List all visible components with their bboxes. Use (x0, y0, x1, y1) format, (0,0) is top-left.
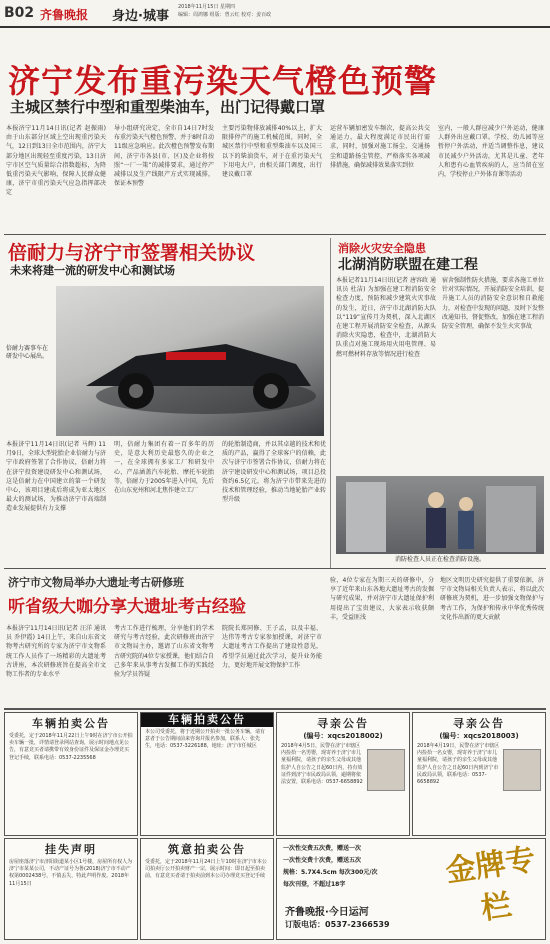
ad-auction-1: 车辆拍卖公告 受委托，定于2018年11月22日上午9时在济宁市公开拍卖车辆一批，详情请登录网站查询，展示时间地点见公告，有意竞买者请携带有效身份证件及保证金办理竞买登记手续，联系电话：0537-2235568 (4, 712, 138, 836)
brand-logo: 齐鲁晚报 (40, 8, 89, 22)
lead-col-4: 运营车辆加密发车频次，提高公共交通运力，最大程度满足市民出行需求，同时，加强对施工扬尘、交通扬尘和道路扬尘管控，严格落实各项减排措施，确保减排效果落实到位 (330, 125, 430, 169)
partner-col-3: 的轮胎制造商，并以其卓越的技术和优质的产品，赢得了全球客户的信赖，此次与济宁市签署合作协议，倍耐力将在济宁建设研发中心和测试场，项目总投资约6.5亿元，将为济宁市带来先进的技术和管理经验，推动当地轮胎产业转型升级 (222, 441, 326, 504)
culture-headline-top: 济宁市文物局举办大遗址考古研修班 (8, 576, 184, 589)
partner-col-2: 明，倍耐力集团有着一百多年的历史，是意大利历史最悠久的企业之一，在全球拥有多家工厂和研发中心，产品涵盖汽车轮胎、摩托车轮胎等，倍耐力于2005年进入中国，先后在山东兖州和河北焦作建立工厂 (114, 441, 214, 495)
ad-auction-2: 车辆拍卖公告 本公司受委托，将于近期公开拍卖一批公务车辆，请有意者于公告期间前来咨询并报名参加，联系人：张先生，电话：0537-3226188，地址：济宁市任城区 (140, 712, 274, 836)
divider (4, 568, 546, 569)
ad-loss-notice: 挂失声明 房屋座落济宁市济阳街道某小区1号楼，房屋所有权人为济宁市某某公司，不动产证号为鲁(2018)济宁市不动产权第0002438号，不慎丢失，特此声明作废。2018年11月15日 (4, 838, 138, 940)
partner-subhead: 未来将建一流的研发中心和测试场 (10, 264, 175, 277)
baby-photo (503, 749, 541, 791)
lead-headline: 济宁发布重污染天气橙色预警 (8, 62, 438, 100)
culture-col-1: 本报济宁11月14日讯(记者 汪洋 通讯员 乔伊霞) 14日上午，来自山东省文物考古研究所的专家为济宁市文物系统工作人员作了一场精彩的大遗址考古讲座，本次研修班旨在提高全市文物工作者的专业水平 (6, 625, 106, 679)
gold-column-logo: 金牌专栏 (443, 842, 538, 927)
promo-brand: 齐鲁晚报·今日运河 (285, 907, 369, 918)
ad-missing-person-1: 寻亲公告 (编号：xqcs2018002) 2018年4月5日，民警在济宁市辖区内捡拾一名男婴，现寄养于济宁市儿童福利院，请孩子的亲生父母或其他监护人自公告之日起60日内，持有效证件到济宁市民政局认领，逾期将依法安置，联系电话：0537-6658892 (276, 712, 410, 836)
baby-photo (367, 749, 405, 791)
lead-col-2: 导小组研究决定，全市自14日7时发布重污染天气橙色预警，并于8时自动11级应急响应。此次橙色预警发布期间，济宁市各县(市、区)及企业将按照“一厂一策”的减排要求，通过停产减排以及生产线限产方式实现减排，保证本预警 (114, 125, 214, 188)
culture-col-2: 考古工作进行梳理，分享他们的学术研究与考古经验，此次研修班由济宁市文物局主办，邀请了山东省文物考古研究院的4位专家授课，他们结合自己多年来从事考古发掘工作的实践经验为学员答疑 (114, 625, 214, 679)
culture-headline: 听省级大咖分享大遗址考古经验 (8, 597, 246, 617)
fire-col-2: 宿舍强制性防火措施，要求各施工单位针对实际情况，开展消防安全培训，提升施工人员的消防安全意识和自救能力，对检查中发现的问题，及时下发整改通知书，督促整改，加强在建工程消防安全管理，确保不发生火灾事故 (442, 277, 544, 331)
promo-item: 每次刊登，不超过18字 (283, 881, 346, 888)
culture-col-5: 地区文明历史研究提供了重要依据，济宁市文物局相关负责人表示，将以此次研修班为契机，进一步加强文物保护与考古工作，为保护和传承中华优秀传统文化作出新的更大贡献 (440, 577, 544, 621)
divider (4, 234, 546, 235)
fire-headline-top: 消除火灾安全隐患 (338, 242, 426, 255)
lead-col-5: 室内，一般人群应减少户外运动，健康人群外出应戴口罩。学校、幼儿园等应暂停户外活动，并适当调整作息，建议市民减少户外活动，尤其是儿童、老年人和患有心血管疾病的人，应当留在室内，学校停止户外体育课等活动 (438, 125, 544, 179)
lead-subhead: 主城区禁行中型和重型柴油车，出门记得戴口罩 (10, 98, 326, 116)
lead-col-3: 主要污染物排放减排40%以上，扩大限排停产的施工机械范围，同时，全城区禁行中型和重型柴油车以及国三以下的柴油货车，对于在重污染天气下用电大户，由相关部门调度，出行建议戴口罩 (222, 125, 322, 179)
fire-headline: 北湖消防联盟在建工程 (338, 257, 478, 273)
page-number: B02 (4, 5, 35, 21)
ad-missing-person-2: 寻亲公告 (编号：xqcs2018003) 2018年4月19日，民警在济宁市辖区内捡拾一名女婴，现寄养于济宁市儿童福利院，请孩子的亲生父母或其他监护人自公告之日起60日内到济宁市民政局认领，联系电话：0537-6658892 (412, 712, 546, 836)
fire-photo-caption: 消防检查人员正在检查消防设施。 (394, 556, 485, 563)
masthead (0, 0, 550, 28)
photo-race-car (56, 286, 324, 436)
photo-fire-inspection (336, 476, 544, 554)
promo-list (277, 839, 437, 895)
ad-auction-3: 筑意拍卖公告 受委托，定于2018年11月24日上午10时在济宁市本公司拍卖厅公开拍卖财产一宗，展示时间：即日起至拍卖前，有意竞买者请于拍卖前到本公司办理竞买登记手续 (140, 838, 274, 940)
lead-col-1: 本报济宁11月14日讯(记者 赵振雨) 由于山东部分区域上空出现重污染天气，12日到13日全市范围内，济宁大部分地区出现轻至重度污染，13日济宁市区空气质量综合指数超标，为降低重污染天气影响，保障人民群众健康，济宁市重污染天气应急指挥部决定 (6, 125, 106, 197)
promo-phone: 订版电话：0537-2366539 (285, 920, 390, 929)
promo-item: 规格：5.7X4.5cm 每次300元/次 (283, 869, 378, 876)
culture-col-4: 验，4位专家在为期三天的研修中，分享了近年来山东各地大遗址考古的发掘与研究成果，并对济宁市大遗址保护利用提出了宝贵建议，大家表示收获颇丰，受益匪浅 (330, 577, 434, 621)
issue-meta: 2018年11月15日 星期四 编辑：周鸿娜 组版：曾云红 校对：姜百政 (178, 4, 272, 18)
partner-col-1: 本报济宁11月14日讯(记者 马辉) 11月9日，全球大型轮胎企业倍耐力与济宁市政府签署了合作协议，倍耐力将在济宁投资建设研发中心和测试场，这是倍耐力在中国建立的第一个研发中心，该项目建成后将成为亚太地区最大的测试场，为推动济宁市高端制造业发展提供有力支撑 (6, 441, 106, 513)
divider (4, 708, 546, 710)
promo-item: 一次性交费五次费，赠送一次 (283, 845, 362, 852)
column-divider (330, 238, 331, 568)
section-title: 身边·城事 (112, 9, 169, 24)
promo-item: 一次性交费十次费，赠送五次 (283, 857, 362, 864)
fire-col-1: 本报记者11月14日讯(记者 唐容政 通讯员 杜洁) 为加强在建工程消防安全检查力度，预防和减少建筑火灾事故的发生，近日，济宁市北湖消防大队以“119”宣传月为契机，深入北湖区在建工程开展消防安全检查，从源头消除火灾隐患，检查中，北湖消防大队重点对施工现场用火用电管理、易燃可燃材料存放等情况进行检查 (336, 277, 436, 358)
ad-column-promo (276, 838, 546, 940)
partner-headline: 倍耐力与济宁市签署相关协议 (8, 242, 256, 264)
partner-photo-caption: 倍耐力赛事车在研发中心展出。 (6, 345, 49, 360)
culture-col-3: 院院长郑同修、王子孟，以及丰福、达伟等考古专家参加授课，对济宁市大遗址考古工作提出了建设性意见，希望学员通过此次学习，提升业务能力，更好地开展文物保护工作 (222, 625, 322, 669)
